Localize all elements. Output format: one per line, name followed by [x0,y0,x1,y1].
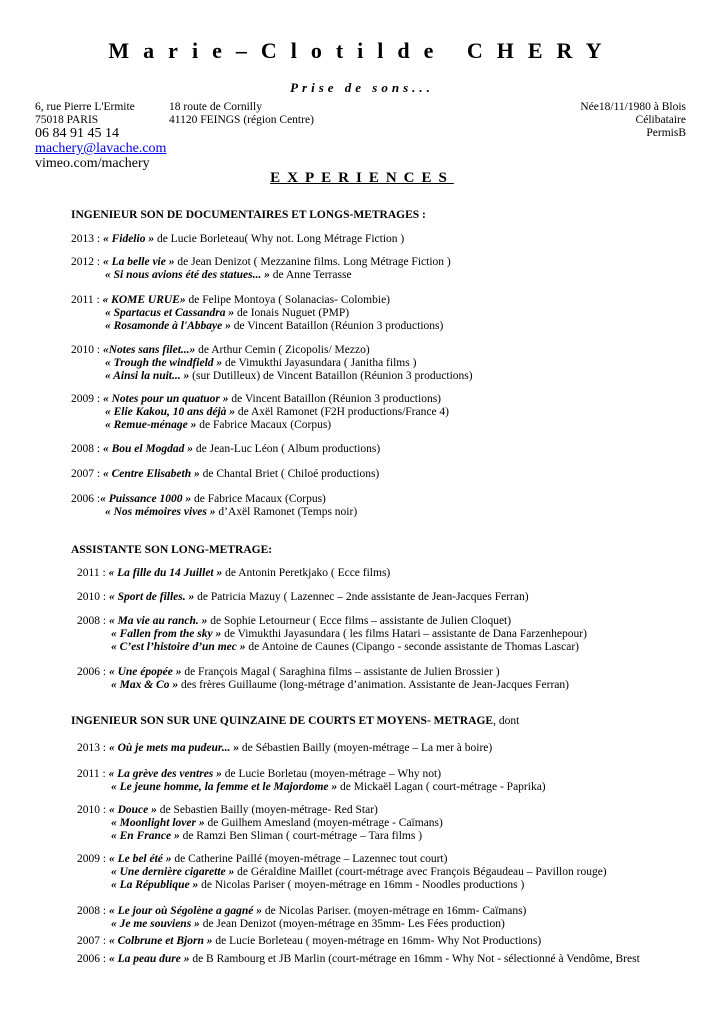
film-details: de Lucie Borletau (moyen-métrage – Why not) [221,768,442,780]
entry-year: 2006 : [77,953,109,965]
film-title: « La belle vie » [102,256,175,268]
entry-line [77,615,587,628]
entry-line [71,294,443,307]
film-title: « Spartacus et Cassandra » [105,307,235,319]
film-title: « Une épopée » [108,666,182,678]
address-paris [35,101,135,127]
experience-entry [77,853,607,892]
film-details: de Fabrice Macaux (Corpus) [196,419,332,431]
film-details: de Arthur Cemin ( Zicopolis/ Mezzo) [195,344,370,356]
entry-line [77,866,607,879]
experience-entry [71,468,379,481]
vimeo-link: vimeo.com/machery [35,156,150,171]
entry-line [77,641,587,654]
entry-line [71,393,449,406]
birth-info: Née18/11/1980 à Blois [580,101,686,113]
experiences-heading: EXPERIENCES [270,170,454,186]
film-title: «Notes sans filet...» [102,344,196,356]
section-title-text: INGENIEUR SON SUR UNE QUINZAINE DE COURTS ET MOYENS- METRAGE [71,715,494,727]
entry-year: 2007 : [71,468,103,480]
experience-entry [71,233,404,246]
entry-line [71,493,357,506]
experience-entry [77,567,390,580]
film-details: de Lucie Borleteau ( moyen-métrage en 16mm- Why Not Productions) [212,935,542,947]
film-title: « La peau dure » [108,953,190,965]
film-details: de Vimukthi Jayasundara ( Janitha films ) [222,357,417,369]
film-details: de Nicolas Pariser ( moyen-métrage en 16mm - Noodles productions ) [198,879,525,891]
entry-year: 2007 : [77,935,109,947]
subtitle: Prise de sons... [290,80,434,95]
film-details: de Vincent Bataillon (Réunion 3 productions) [228,393,441,405]
film-title: « La fille du 14 Juillet » [108,567,223,579]
entry-line [71,320,443,333]
entry-year: 2008 : [77,615,109,627]
address-paris-line1: 6, rue Pierre L'Ermite [35,101,135,113]
entry-year: 2009 : [71,393,103,405]
address-paris-line2: 75018 PARIS [35,114,99,126]
film-title: « Elie Kakou, 10 ans déjà » [105,406,236,418]
address-feings-line2: 41120 FEINGS (région Centre) [169,114,314,126]
entry-line [71,233,404,246]
film-title: « Moonlight lover » [111,817,205,829]
entry-line [71,357,473,370]
experience-entry [77,615,587,654]
entry-year: 2006 : [71,493,101,505]
film-title: « En France » [111,830,180,842]
entry-year: 2009 : [77,853,109,865]
film-title: « Douce » [108,804,157,816]
entry-line [71,269,451,282]
entry-line [77,830,443,843]
film-title: « Centre Elisabeth » [102,468,200,480]
film-title: « Ainsi la nuit... » [105,370,190,382]
film-details: de Antonin Peretkjako ( Ecce films) [222,567,391,579]
film-details: de B Rambourg et JB Marlin (court-métrage en 16mm - Why Not - sélectionné à Vendôme, Brest [189,953,640,965]
experience-entry [71,493,357,519]
section-title [71,715,519,727]
entry-line [77,953,640,966]
entry-year: 2011 : [71,294,103,306]
experience-entry [77,742,492,755]
entry-year: 2013 : [77,742,109,754]
section-title-suffix: , dont [493,715,520,727]
entry-line [77,918,526,931]
entry-year: 2008 : [77,905,109,917]
entry-line [77,628,587,641]
entry-line [77,679,569,692]
film-title: « Fallen from the sky » [111,628,222,640]
film-title: « Le bel été » [108,853,172,865]
experience-entry [71,344,473,383]
phone: 06 84 91 45 14 [35,126,119,141]
film-details: de Jean Denizot (moyen-métrage en 35mm- Les Fées production) [199,918,505,930]
entry-year: 2012 : [71,256,103,268]
film-details: de François Magal ( Saraghina films – assistante de Julien Brossier ) [181,666,500,678]
entry-line [77,591,529,604]
film-details: de Fabrice Macaux (Corpus) [191,493,326,505]
film-details: de Jean Denizot ( Mezzanine films. Long Métrage Fiction ) [174,256,451,268]
marital-status: Célibataire [635,114,686,126]
film-details: de Antoine de Caunes (Cipango - seconde assistante de Thomas Lascar) [245,641,580,653]
experience-entry [71,294,443,333]
film-title: « Si nous avions été des statues... » [105,269,270,281]
film-details: des frères Guillaume (long-métrage d’animation. Assistante de Jean-Jacques Ferran) [178,679,569,691]
entry-line [77,742,492,755]
experience-entry [77,953,640,966]
entry-line [77,817,443,830]
entry-line [77,804,443,817]
film-details: d’Axël Ramonet (Temps noir) [215,506,358,518]
entry-year: 2011 : [77,768,109,780]
film-title: « Je me souviens » [111,918,200,930]
entry-line [71,468,379,481]
film-details: de Sophie Letourneur ( Ecce films – assistante de Julien Cloquet) [207,615,512,627]
entry-line [77,935,541,948]
entry-line [77,666,569,679]
section-title-text: INGENIEUR SON DE DOCUMENTAIRES ET LONGS-METRAGES : [71,209,426,221]
film-details: de Chantal Briet ( Chiloé productions) [199,468,380,480]
entry-line [71,506,357,519]
entry-line [71,443,380,456]
film-details: de Sébastien Bailly (moyen-métrage – La mer à boire) [238,742,493,754]
entry-year: 2010 : [77,804,109,816]
film-details: de Felipe Montoya ( Solanacias- Colombie) [185,294,391,306]
film-details: de Lucie Borleteau( Why not. Long Métrage Fiction ) [154,233,405,245]
film-title: « Trough the windfield » [105,357,223,369]
section-title-text: ASSISTANTE SON LONG-METRAGE: [71,544,273,556]
entry-year: 2008 : [71,443,103,455]
film-title: « C’est l’histoire d’un mec » [111,641,246,653]
film-title: « Nos mémoires vives » [105,506,216,518]
entry-line [71,344,473,357]
experience-entry [77,591,529,604]
film-title: « Max & Co » [111,679,179,691]
entry-line [71,256,451,269]
entry-line [77,853,607,866]
experience-entry [77,935,541,948]
entry-line [71,406,449,419]
film-title: « Notes pour un quatuor » [102,393,229,405]
entry-year: 2013 : [71,233,103,245]
film-title: « KOME URUE» [102,294,186,306]
film-title: « Rosamonde à l'Abbaye » [105,320,231,332]
film-details: de Jean-Luc Léon ( Album productions) [193,443,381,455]
film-details: de Ionais Nuguet (PMP) [234,307,350,319]
film-details: de Géraldine Maillet (court-métrage avec François Bégaudeau – Pavillon rouge) [234,866,607,878]
film-title: « Le jour où Ségolène a gagné » [108,905,262,917]
film-details: de Ramzi Ben Sliman ( court-métrage – Tara films ) [179,830,423,842]
driving-permit: PermisB [646,127,686,139]
section-title [71,209,426,221]
experience-entry [71,393,449,432]
film-details: de Vimukthi Jayasundara ( les films Hatari – assistante de Dana Farzenhepour) [221,628,587,640]
film-details: de Mickaël Lagan ( court-métrage - Paprika) [337,781,546,793]
experience-entry [71,443,380,456]
film-details: de Anne Terrasse [269,269,352,281]
entry-year: 2010 : [77,591,109,603]
film-title: « La grève des ventres » [108,768,222,780]
entry-year: 2011 : [77,567,109,579]
film-title: « Bou el Mogdad » [102,443,194,455]
entry-line [71,419,449,432]
film-details: (sur Dutilleux) de Vincent Bataillon (Réunion 3 productions) [189,370,473,382]
entry-line [77,905,526,918]
personal-info [580,101,686,140]
entry-year: 2010 : [71,344,103,356]
film-title: « Puissance 1000 » [100,493,192,505]
film-title: « Colbrune et Bjorn » [108,935,213,947]
address-feings [169,101,314,127]
entry-line [71,307,443,320]
film-details: de Catherine Paillé (moyen-métrage – Lazennec tout court) [171,853,448,865]
entry-line [71,370,473,383]
film-title: « Sport de filles. » [108,591,195,603]
experience-entry [77,666,569,692]
address-feings-line1: 18 route de Cornilly [169,101,262,113]
film-details: de Nicolas Pariser. (moyen-métrage en 16mm- Caïmans) [261,905,527,917]
film-details: de Sebastien Bailly (moyen-métrage- Red Star) [156,804,378,816]
section-title [71,544,272,556]
film-details: de Axël Ramonet (F2H productions/France 4) [235,406,450,418]
film-title: « La République » [111,879,199,891]
entry-line [77,879,607,892]
entry-line [77,567,390,580]
experience-entry [71,256,451,282]
film-details: de Vincent Bataillon (Réunion 3 productions) [230,320,444,332]
film-details: de Patricia Mazuy ( Lazennec – 2nde assistante de Jean-Jacques Ferran) [194,591,529,603]
film-title: « Fidelio » [102,233,155,245]
experience-entry [77,804,443,843]
film-title: « Remue-ménage » [105,419,197,431]
film-title: « Où je mets ma pudeur... » [108,742,239,754]
entry-line [77,781,546,794]
entry-line [77,768,546,781]
film-title: « Une dernière cigarette » [111,866,235,878]
page-title: Marie–Clotilde CHERY [108,38,616,63]
entry-year: 2006 : [77,666,109,678]
experience-entry [77,768,546,794]
film-title: « Ma vie au ranch. » [108,615,208,627]
experience-entry [77,905,526,931]
email-link[interactable]: machery@lavache.com [35,141,167,156]
film-details: de Guilhem Amesland (moyen-métrage - Caïmans) [204,817,443,829]
film-title: « Le jeune homme, la femme et le Majordome » [111,781,338,793]
